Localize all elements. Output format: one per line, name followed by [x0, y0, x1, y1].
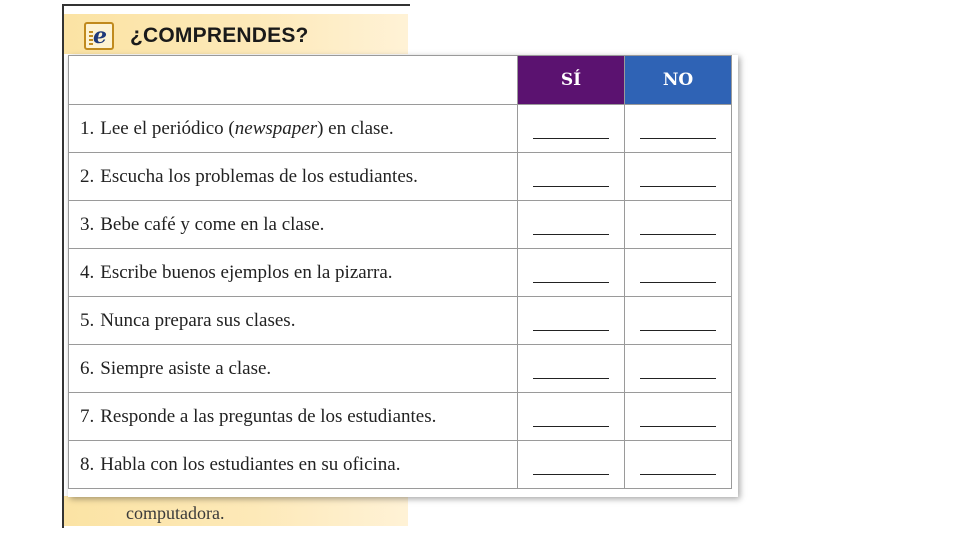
- table-row: [69, 297, 732, 345]
- answer-line: [640, 138, 716, 139]
- yes-blank[interactable]: [518, 345, 625, 393]
- statement-number: 4.: [80, 261, 95, 283]
- e-book-icon-letter: e: [93, 23, 107, 49]
- statement-cell: [69, 201, 518, 249]
- statement-text: Nunca prepara sus clases.: [100, 309, 296, 331]
- statement-number: 5.: [80, 309, 95, 331]
- no-blank[interactable]: [625, 441, 732, 489]
- table-row: [69, 345, 732, 393]
- statement-cell: [69, 393, 518, 441]
- comprehension-table: [68, 55, 732, 489]
- answer-line: [640, 282, 716, 283]
- statement-number: 6.: [80, 357, 95, 379]
- statement-text: Habla con los estudiantes en su oficina.: [100, 453, 401, 475]
- yes-blank[interactable]: [518, 249, 625, 297]
- header-no: NO: [625, 56, 732, 105]
- statement-cell: [69, 297, 518, 345]
- statement-text: Bebe café y come en la clase.: [100, 213, 325, 235]
- answer-line: [533, 426, 609, 427]
- table-row: [69, 153, 732, 201]
- answer-line: [640, 426, 716, 427]
- answer-line: [640, 378, 716, 379]
- footer-band: [64, 496, 408, 526]
- answer-line: [640, 474, 716, 475]
- yes-blank[interactable]: [518, 297, 625, 345]
- statement-text: Siempre asiste a clase.: [100, 357, 272, 379]
- table-row: [69, 249, 732, 297]
- table-header-row: [69, 56, 732, 105]
- statement-number: 2.: [80, 165, 95, 187]
- e-book-icon: [84, 22, 114, 50]
- no-blank[interactable]: [625, 201, 732, 249]
- answer-line: [533, 234, 609, 235]
- section-title: ¿COMPRENDES?: [130, 24, 309, 47]
- table-row: [69, 105, 732, 153]
- answer-line: [533, 282, 609, 283]
- no-blank[interactable]: [625, 105, 732, 153]
- yes-blank[interactable]: [518, 153, 625, 201]
- no-blank[interactable]: [625, 249, 732, 297]
- yes-blank[interactable]: [518, 105, 625, 153]
- table-row: [69, 441, 732, 489]
- yes-blank[interactable]: [518, 201, 625, 249]
- no-blank[interactable]: [625, 153, 732, 201]
- footer-text: computadora.: [126, 503, 225, 523]
- answer-line: [533, 186, 609, 187]
- statement-text: Responde a las preguntas de los estudiantes.: [100, 405, 437, 427]
- statement-number: 8.: [80, 453, 95, 475]
- table-row: [69, 201, 732, 249]
- statement-number: 1.: [80, 117, 95, 139]
- statement-cell: [69, 105, 518, 153]
- answer-line: [533, 378, 609, 379]
- yes-blank[interactable]: [518, 441, 625, 489]
- answer-line: [533, 138, 609, 139]
- answer-line: [640, 330, 716, 331]
- answer-line: [533, 474, 609, 475]
- statement-cell: [69, 441, 518, 489]
- statement-italic: newspaper: [234, 117, 318, 139]
- header-statement: [69, 56, 518, 105]
- answer-line: [533, 330, 609, 331]
- statement-cell: [69, 249, 518, 297]
- answer-line: [640, 186, 716, 187]
- statement-text-end: ) en clase.: [317, 117, 394, 139]
- no-blank[interactable]: [625, 297, 732, 345]
- no-blank[interactable]: [625, 345, 732, 393]
- statement-cell: [69, 153, 518, 201]
- header-yes: SÍ: [518, 56, 625, 105]
- statement-text: Escribe buenos ejemplos en la pizarra.: [100, 261, 393, 283]
- statement-text: Escucha los problemas de los estudiantes.: [100, 165, 418, 187]
- no-blank[interactable]: [625, 393, 732, 441]
- statement-number: 3.: [80, 213, 95, 235]
- table-row: [69, 393, 732, 441]
- statement-cell: [69, 345, 518, 393]
- yes-blank[interactable]: [518, 393, 625, 441]
- answer-line: [640, 234, 716, 235]
- statement-text: Lee el periódico (: [100, 117, 235, 139]
- statement-number: 7.: [80, 405, 95, 427]
